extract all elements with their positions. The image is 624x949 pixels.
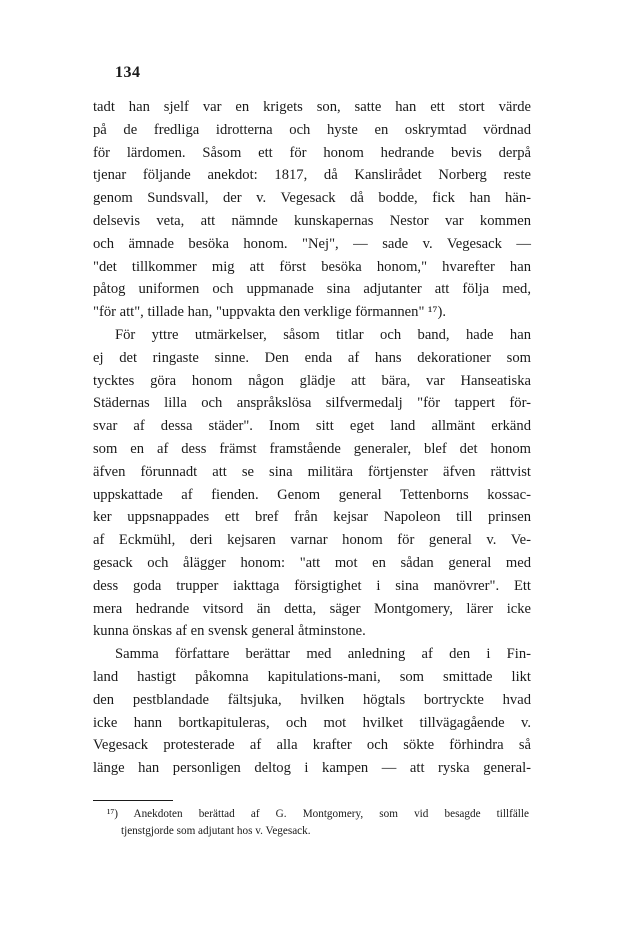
text-line: "det tillkommer mig att först besöka honom," hvarefter han [93, 258, 531, 275]
text-line: af Eckmühl, deri kejsaren varnar honom för general v. Ve- [93, 532, 531, 549]
text-line: tjenar följande anekdot: 1817, då Kanslirådet Norberg reste [93, 167, 531, 184]
footnote [93, 806, 529, 840]
text-line: Städernas lilla och anspråkslösa silfvermedalj "för tappert för- [93, 395, 531, 412]
paragraph-start-line: Samma författare berättar med anledning af den i Fin- [115, 646, 531, 663]
footnote-line: ¹⁷) Anekdoten berättad af G. Montgomery, som vid besagde tillfälle [107, 808, 529, 820]
body-text [93, 96, 531, 780]
text-line: som en af dess främst framstående generaler, blef det honom [93, 440, 531, 457]
text-line: mera hedrande vitsord än detta, säger Montgomery, lärer icke [93, 600, 531, 617]
text-line: icke hann bortkapituleras, och mot hvilket tillvägagående v. [93, 714, 531, 731]
text-line: dess goda trupper iakttaga försigtighet i sina manövrer". Ett [93, 577, 531, 594]
text-line: tycktes göra honom någon glädje att bära, var Hanseatiska [93, 372, 531, 389]
text-line: "för att", tillade han, "uppvakta den verklige förmannen" ¹⁷). [93, 304, 447, 321]
text-line: länge han personligen deltog i kampen — att ryska general- [93, 760, 531, 777]
footnote-divider [93, 800, 173, 801]
paragraph-start-line: För yttre utmärkelser, såsom titlar och band, hade han [115, 326, 531, 343]
text-line: svar af dessa städer". Inom sitt eget land allmänt erkänd [93, 418, 531, 435]
text-line: genom Sundsvall, der v. Vegesack då bodde, fick han hän- [93, 190, 531, 207]
text-line: på de fredliga idrotterna och hyste en oskrymtad vördnad [93, 121, 531, 138]
text-line: för lärdomen. Såsom ett för honom hedrande bevis derpå [93, 144, 531, 161]
text-line: och ämnade besöka honom. "Nej", — sade v. Vegesack — [93, 235, 531, 252]
text-line: äfven förunnadt att se sina militära förtjenster äfven rättvist [93, 463, 531, 480]
text-line: ej det ringaste sinne. Den enda af hans dekorationer som [93, 349, 531, 366]
page-number: 134 [115, 64, 141, 81]
text-line: den pestblandade fältsjuka, hvilken högtals bortryckte hvad [93, 691, 531, 708]
text-line: gesack och ålägger honom: "att mot en sådan general med [93, 554, 531, 571]
text-line: delsevis veta, att nämnde kunskapernas Nestor var kommen [93, 212, 531, 229]
text-line: tadt han sjelf var en krigets son, satte han ett stort värde [93, 99, 531, 115]
text-line: ker uppsnappades ett bref från kejsar Napoleon till prinsen [93, 509, 531, 526]
text-line: Vegesack protesterade af alla krafter och sökte förhindra så [93, 737, 531, 754]
text-line: påtog uniformen och uppmanade sina adjutanter att följa med, [93, 281, 531, 298]
text-line: land hastigt påkomna kapitulations-mani, som smittade likt [93, 668, 531, 685]
text-line: uppskattade af fienden. Genom general Tettenborns kossac- [93, 486, 531, 503]
text-line: kunna önskas af en svensk general åtminstone. [93, 623, 366, 640]
footnote-line: tjenstgjorde som adjutant hos v. Vegesack. [121, 825, 311, 837]
